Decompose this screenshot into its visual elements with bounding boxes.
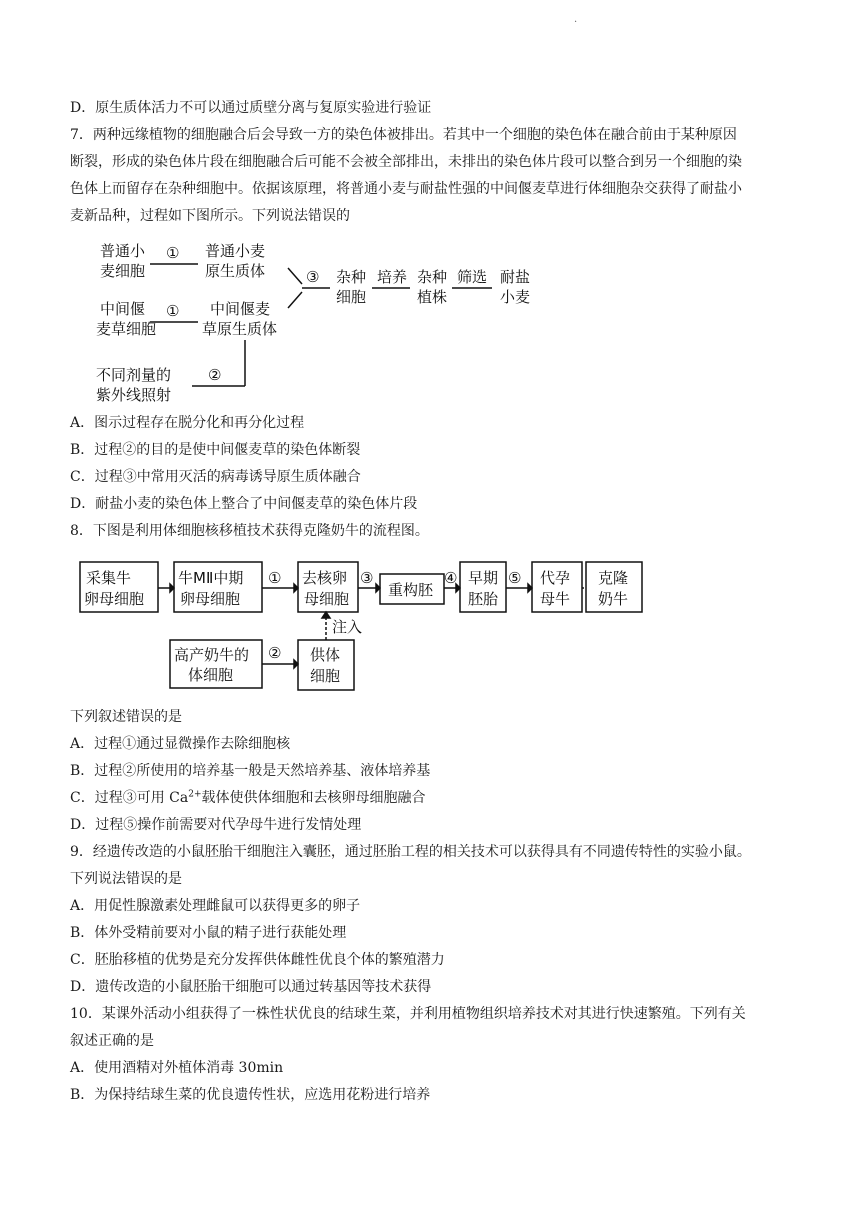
salt-wheat-label: 耐盐 [500,268,531,286]
mii-box-label: 牛MⅡ中期 [178,569,244,587]
q7-option-b: B．过程②的目的是使中间偃麦草的染色体断裂 [70,442,361,458]
uv-label: 不同剂量的 [96,366,172,384]
step-1-label: ① [166,302,180,320]
q10-stem-line: 叙述正确的是 [70,1033,154,1049]
high-yield-cell-label: 高产奶牛的 [174,646,250,664]
q8-option-d: D．过程⑤操作前需要对代孕母牛进行发情处理 [70,817,362,833]
culture-label: 培养 [377,268,408,286]
hybrid-cell-label: 杂种 [336,268,367,286]
step-3-label: ③ [360,569,374,587]
high-yield-cell-label: 体细胞 [188,666,234,684]
q9-option-a: A．用促性腺激素处理雌鼠可以获得更多的卵子 [70,898,361,914]
hybrid-plant-label: 植株 [417,288,448,306]
q8-cloning-flowchart [76,556,656,700]
wheat-protoplast-label: 原生质体 [205,262,266,280]
inject-label: 注入 [332,618,363,636]
q8-option-b: B．过程②所使用的培养基一般是天然培养基、液体培养基 [70,763,431,779]
salt-wheat-label: 小麦 [500,288,531,306]
collect-box-label: 采集牛 [86,569,132,587]
wheat-cell-label: 麦细胞 [100,262,146,280]
q8-question: 下列叙述错误的是 [70,709,182,725]
header-mark: . [574,14,578,25]
q9-option-b: B．体外受精前要对小鼠的精子进行获能处理 [70,925,347,941]
clone-cow-label: 奶牛 [598,590,629,608]
clone-cow-label: 克隆 [598,569,629,587]
q9-stem-line: 下列说法错误的是 [70,871,182,887]
early-embryo-label: 胚胎 [468,590,499,608]
q10-option-b: B．为保持结球生菜的优良遗传性状，应选用花粉进行培养 [70,1087,431,1103]
q8-option-c [70,788,426,808]
collect-box-label: 卵母细胞 [84,590,145,608]
step-3-label: ③ [306,268,320,286]
step-1-label: ① [166,244,180,262]
screen-label: 筛选 [457,268,488,286]
donor-cell-label: 供体 [310,646,341,664]
hybrid-cell-label: 细胞 [336,288,367,306]
wheat-cell-label: 普通小 [100,242,146,260]
q9-stem-line: 9．经遗传改造的小鼠胚胎干细胞注入囊胚，通过胚胎工程的相关技术可以获得具有不同遗传特性的实验小鼠。 [70,844,751,860]
q8-option-c-superscript: 2+ [188,789,202,800]
q10-option-a: A．使用酒精对外植体消毒 30min [70,1060,284,1076]
q8-option-a: A．过程①通过显微操作去除细胞核 [70,736,291,752]
q7-stem-line: 麦新品种，过程如下图所示。下列说法错误的 [70,208,350,224]
q9-option-d: D．遗传改造的小鼠胚胎干细胞可以通过转基因等技术获得 [70,979,432,995]
q10-stem-line: 10．某课外活动小组获得了一株性状优良的结球生菜，并利用植物组织培养技术对其进行快速繁殖。下列有关 [70,1006,746,1022]
q9-option-c: C．胚胎移植的优势是充分发挥供体雌性优良个体的繁殖潜力 [70,952,445,968]
surrogate-label: 代孕 [540,569,571,587]
step-1-label: ① [268,569,282,587]
donor-cell-label: 细胞 [310,667,341,685]
q8-stem: 8．下图是利用体细胞核移植技术获得克隆奶牛的流程图。 [70,523,429,539]
q7-option-c: C．过程③中常用灭活的病毒诱导原生质体融合 [70,469,361,485]
grass-protoplast-label: 中间偃麦 [210,300,271,318]
q8-option-c-pre: C．过程③可用 Ca [70,790,189,806]
grass-cell-label: 麦草细胞 [96,320,157,338]
step-2-label: ② [208,366,222,384]
q7-option-a: A．图示过程存在脱分化和再分化过程 [70,415,305,431]
q7-stem-line: 断裂，形成的染色体片段在细胞融合后可能不会被全部排出，未排出的染色体片段可以整合到另一个细胞的染 [70,154,742,170]
uv-label: 紫外线照射 [96,386,172,404]
q7-hybridization-diagram [80,236,560,410]
wheat-protoplast-label: 普通小麦 [205,242,266,260]
grass-cell-label: 中间偃 [100,300,146,318]
hybrid-plant-label: 杂种 [417,268,448,286]
enucleated-box-label: 去核卵 [302,569,348,587]
q6-option-d: D．原生质体活力不可以通过质壁分离与复原实验进行验证 [70,100,432,116]
q7-option-d: D．耐盐小麦的染色体上整合了中间偃麦草的染色体片段 [70,496,418,512]
reconstructed-embryo-label: 重构胚 [388,581,434,599]
step-4-label: ④ [444,569,458,587]
grass-protoplast-label: 草原生质体 [202,320,278,338]
q7-stem-line: 色体上而留存在杂种细胞中。依据该原理，将普通小麦与耐盐性强的中间偃麦草进行体细胞杂交获得了耐盐小 [70,181,742,197]
surrogate-label: 母牛 [540,590,571,608]
mii-box-label: 卵母细胞 [180,590,241,608]
early-embryo-label: 早期 [468,569,499,587]
step-5-label: ⑤ [508,569,522,587]
q8-option-c-post: 载体使供体细胞和去核卵母细胞融合 [201,790,426,806]
q7-stem-line: 7．两种远缘植物的细胞融合后会导致一方的染色体被排出。若其中一个细胞的染色体在融合前由于某种原因 [70,127,737,143]
step-2-label: ② [268,644,282,662]
enucleated-box-label: 母细胞 [304,590,350,608]
